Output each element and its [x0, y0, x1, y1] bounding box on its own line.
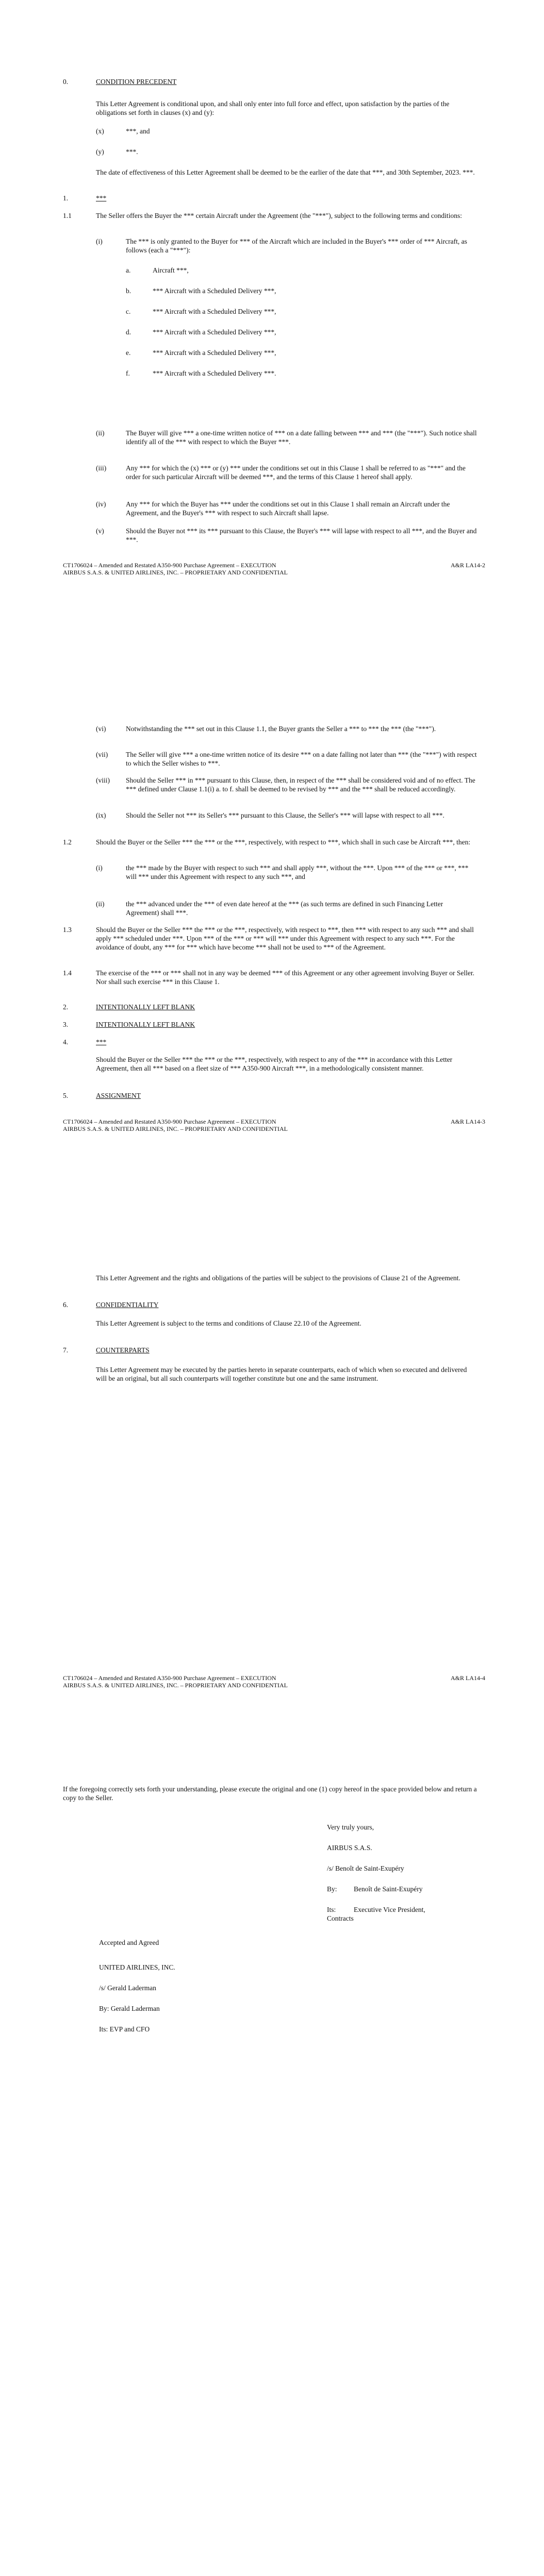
item-vi-text: Notwithstanding the *** set out in this Clause 1.1, the Buyer grants the Seller a *** to *** the *** (the "***").	[126, 725, 436, 733]
clause-1-2-i-text: the *** made by the Buyer with respect to such *** and shall apply ***, without the ***. Upon *** of the *** or ***, *** will *** under this Agreement with respect to any such ***, and	[126, 864, 469, 880]
buyer-signature: /s/ Gerald Laderman	[99, 1984, 156, 1992]
clause-1-4-text: The exercise of the *** or *** shall not in any way be deemed *** of this Agreement or any other agreement involving Buyer or Seller. Nor shall such exercise *** in this Clause 1.	[96, 969, 475, 986]
footer-company: AIRBUS S.A.S. & UNITED AIRLINES, INC. – PROPRIETARY AND CONFIDENTIAL	[63, 1682, 288, 1689]
seller-by-label: By:	[327, 1885, 337, 1893]
sublist-item-text: *** Aircraft with a Scheduled Delivery ***.	[153, 369, 276, 377]
sublist-item-label: e.	[126, 349, 131, 357]
sublist-item-label: b.	[126, 287, 131, 295]
item-viii-label: (viii)	[96, 776, 110, 784]
item-ii-label: (ii)	[96, 429, 105, 437]
seller-signature: /s/ Benoît de Saint-Exupéry	[327, 1865, 404, 1872]
footer-page-number: A&R LA14-3	[451, 1118, 485, 1125]
section-4-text: Should the Buyer or the Seller *** the *** or the ***, respectively, with respect to any of the *** in accordance with this Letter Agreement, then all *** based on a fleet size of *** A350-900 Aircraft ***, in a methodologically consistent manner.	[96, 1056, 453, 1072]
item-ii-text: The Buyer will give *** a one-time written notice of *** on a date falling between *** and *** (the "***"). Such notice shall identify all of the *** with respect to which the Buyer ***.	[126, 429, 477, 446]
section-1-number: 1.	[63, 194, 69, 202]
clause-1-2-i-label: (i)	[96, 864, 103, 872]
section-6-number: 6.	[63, 1301, 69, 1309]
section-0-effectiveness: The date of effectiveness of this Letter Agreement shall be deemed to be the earlier of the date that ***, and 30th September, 2023. ***.	[96, 168, 475, 176]
item-iv-text: Any *** for which the Buyer has *** under the conditions set out in this Clause 1 shall remain an Aircraft under the Agreement, and the Buyer's *** with respect to such Aircraft shall lapse.	[126, 500, 450, 517]
buyer-its: Its: EVP and CFO	[99, 2025, 150, 2033]
sublist-item-text: *** Aircraft with a Scheduled Delivery ***,	[153, 349, 276, 357]
clause-1-3-number: 1.3	[63, 926, 72, 934]
section-6-text: This Letter Agreement is subject to the terms and conditions of Clause 22.10 of the Agreement.	[96, 1319, 361, 1327]
sublist-item-text: *** Aircraft with a Scheduled Delivery ***,	[153, 328, 276, 336]
item-viii-text: Should the Seller *** in *** pursuant to this Clause, then, in respect of the *** shall be considered void and of no effect. The *** defined under Clause 1.1(i) a. to f. shall be deemed to be revised by *** and the *** shall be reduced accordingly.	[126, 776, 475, 793]
section-1-title: ***	[96, 194, 107, 202]
clause-y-text: ***.	[126, 148, 138, 156]
section-4-title: ***	[96, 1038, 107, 1046]
footer-page-number: A&R LA14-4	[451, 1674, 485, 1682]
section-2-title: INTENTIONALLY LEFT BLANK	[96, 1003, 195, 1011]
footer-company: AIRBUS S.A.S. & UNITED AIRLINES, INC. – PROPRIETARY AND CONFIDENTIAL	[63, 569, 288, 576]
clause-x-label: (x)	[96, 127, 104, 135]
footer-reference: CT1706024 – Amended and Restated A350-900 Purchase Agreement – EXECUTION	[63, 1674, 276, 1682]
section-7-number: 7.	[63, 1346, 69, 1354]
item-ix-label: (ix)	[96, 811, 106, 819]
item-iii-label: (iii)	[96, 464, 107, 472]
item-ix-text: Should the Seller not *** its Seller's *** pursuant to this Clause, the Seller's *** will lapse with respect to all ***.	[126, 811, 444, 819]
footer-reference: CT1706024 – Amended and Restated A350-900 Purchase Agreement – EXECUTION	[63, 1118, 276, 1125]
section-5-title: ASSIGNMENT	[96, 1092, 141, 1099]
item-i-text: The *** is only granted to the Buyer for *** of the Aircraft which are included in the Buyer's *** order of *** Aircraft, as follows (each a "***"):	[126, 238, 467, 254]
clause-1-2-ii-label: (ii)	[96, 900, 105, 908]
section-0-intro: This Letter Agreement is conditional upon, and shall only enter into full force and effect, upon satisfaction by the parties of the obligations set forth in clauses (x) and (y):	[96, 100, 450, 116]
seller-its-label: Its:	[327, 1906, 336, 1913]
clause-x-text: ***, and	[126, 127, 150, 135]
sublist-item-text: *** Aircraft with a Scheduled Delivery ***,	[153, 287, 276, 295]
clause-1-3-text: Should the Buyer or the Seller *** the *** or the ***, respectively, with respect to ***, then *** with respect to any such *** and shall apply *** scheduled under ***. Upon *** of the *** or *** will *** under this Agreement with respect to any such ***. For the avoidance of doubt, any *** for *** which have become *** shall not be used to *** of the Agreement.	[96, 926, 474, 951]
buyer-company: UNITED AIRLINES, INC.	[99, 1963, 175, 1971]
footer-company: AIRBUS S.A.S. & UNITED AIRLINES, INC. – PROPRIETARY AND CONFIDENTIAL	[63, 1125, 288, 1132]
section-3-title: INTENTIONALLY LEFT BLANK	[96, 1021, 195, 1028]
buyer-accepted: Accepted and Agreed	[99, 1939, 159, 1946]
sublist-item-label: a.	[126, 266, 131, 274]
section-0-title: CONDITION PRECEDENT	[96, 78, 177, 86]
seller-salutation: Very truly yours,	[327, 1823, 374, 1831]
item-vi-label: (vi)	[96, 725, 106, 733]
section-7-title: COUNTERPARTS	[96, 1346, 150, 1354]
section-6-title: CONFIDENTIALITY	[96, 1301, 159, 1309]
sublist-item-text: Aircraft ***,	[153, 266, 189, 274]
footer-reference: CT1706024 – Amended and Restated A350-900 Purchase Agreement – EXECUTION	[63, 562, 276, 569]
item-vii-label: (vii)	[96, 751, 108, 758]
sublist-item-label: d.	[126, 328, 131, 336]
sublist-item-text: *** Aircraft with a Scheduled Delivery ***,	[153, 308, 276, 315]
clause-1-4-number: 1.4	[63, 969, 72, 977]
seller-by-name: Benoît de Saint-Exupéry	[354, 1885, 423, 1893]
clause-1-1-number: 1.1	[63, 212, 72, 219]
item-iii-text: Any *** for which the (x) *** or (y) *** under the conditions set out in this Clause 1 shall be referred to as "***" and the order for such particular Aircraft will be deemed ***, and the terms of this Clause 1 hereof shall apply.	[126, 464, 466, 481]
clause-y-label: (y)	[96, 148, 104, 156]
item-i-label: (i)	[96, 238, 103, 245]
seller-company: AIRBUS S.A.S.	[327, 1844, 372, 1852]
section-5-number: 5.	[63, 1092, 69, 1099]
section-2-number: 2.	[63, 1003, 69, 1011]
clause-1-2-ii-text: the *** advanced under the *** of even date hereof at the *** (as such terms are defined in such Financing Letter Agreement) shall ***.	[126, 900, 443, 917]
item-v-label: (v)	[96, 527, 104, 535]
section-7-text: This Letter Agreement may be executed by the parties hereto in separate counterparts, each of which when so executed and delivered will be an original, but all such counterparts will together constitute but one and the same instrument.	[96, 1366, 467, 1382]
sublist-item-label: f.	[126, 369, 130, 377]
section-4-number: 4.	[63, 1038, 69, 1046]
section-5-text: This Letter Agreement and the rights and obligations of the parties will be subject to the provisions of Clause 21 of the Agreement.	[96, 1274, 460, 1282]
clause-1-2-number: 1.2	[63, 838, 72, 846]
buyer-by: By: Gerald Laderman	[99, 2005, 160, 2012]
item-iv-label: (iv)	[96, 500, 106, 508]
section-0-number: 0.	[63, 78, 69, 86]
footer-page-number: A&R LA14-2	[451, 562, 485, 569]
clause-1-2-text: Should the Buyer or the Seller *** the *** or the ***, respectively, with respect to ***, which shall in such case be Aircraft ***, then:	[96, 838, 471, 846]
closing-paragraph: If the foregoing correctly sets forth your understanding, please execute the original and one (1) copy hereof in the space provided below and return a copy to the Seller.	[63, 1785, 477, 1802]
clause-1-1-text: The Seller offers the Buyer the *** certain Aircraft under the Agreement (the "***"), subject to the following terms and conditions:	[96, 212, 462, 219]
item-vii-text: The Seller will give *** a one-time written notice of its desire *** on a date falling not later than *** (the "***") with respect to which the Seller wishes to ***.	[126, 751, 477, 767]
sublist-item-label: c.	[126, 308, 131, 315]
item-v-text: Should the Buyer not *** its *** pursuant to this Clause, the Buyer's *** will lapse with respect to all ***, and the Buyer and ***.	[126, 527, 477, 544]
section-3-number: 3.	[63, 1021, 69, 1028]
